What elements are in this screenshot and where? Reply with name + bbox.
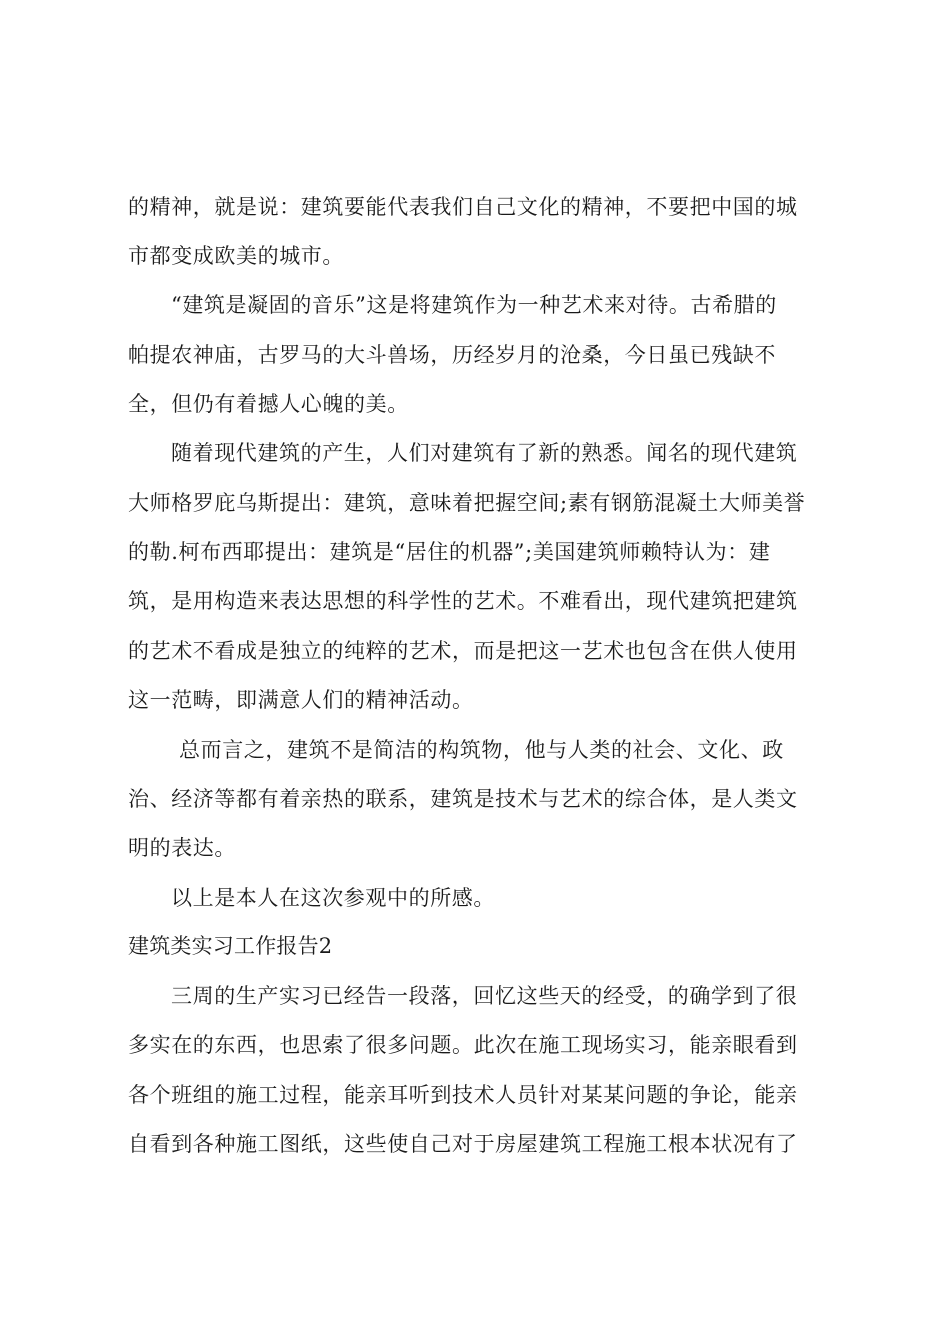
text-line: “建筑是凝固的音乐”这是将建筑作为一种艺术来对待。古希腊的 [171, 293, 777, 317]
text-line: 的勒.柯布西耶提出：建筑是“居住的机器”;美国建筑师赖特认为：建 [128, 540, 771, 564]
text-line: 多实在的东西，也思索了很多问题。此次在施工现场实习，能亲眼看到 [128, 1033, 798, 1057]
text-line: 市都变成欧美的城市。 [128, 244, 344, 268]
text-line: 的艺术不看成是独立的纯粹的艺术，而是把这一艺术也包含在供人使用 [128, 639, 798, 663]
text-line: 筑，是用构造来表达思想的科学性的艺术。不难看出，现代建筑把建筑 [128, 589, 798, 613]
text-line: 这一范畴，即满意人们的精神活动。 [128, 688, 474, 712]
text-line: 大师格罗庇乌斯提出：建筑，意味着把握空间;素有钢筋混凝土大师美誉 [128, 491, 806, 515]
text-line: 以上是本人在这次参观中的所感。 [171, 886, 495, 910]
text-line: 自看到各种施工图纸，这些使自己对于房屋建筑工程施工根本状况有了 [128, 1132, 798, 1156]
text-line: 治、经济等都有着亲热的联系，建筑是技术与艺术的综合体，是人类文 [128, 787, 798, 811]
section-heading: 建筑类实习工作报告2 [128, 934, 333, 958]
text-line: 随着现代建筑的产生，人们对建筑有了新的熟悉。闻名的现代建筑 [171, 441, 798, 465]
text-line: 明的表达。 [128, 836, 236, 860]
text-line: 全，但仍有着撼人心魄的美。 [128, 392, 409, 416]
text-line: 各个班组的施工过程，能亲耳听到技术人员针对某某问题的争论，能亲 [128, 1083, 798, 1107]
text-line: 三周的生产实习已经告一段落，回忆这些天的经受，的确学到了很 [171, 984, 798, 1008]
text-line: 总而言之，建筑不是简洁的构筑物，他与人类的社会、文化、政 [179, 738, 784, 762]
text-line: 帕提农神庙，古罗马的大斗兽场，历经岁月的沧桑，今日虽已残缺不 [128, 343, 776, 367]
text-line: 的精神，就是说：建筑要能代表我们自己文化的精神，不要把中国的城 [128, 195, 798, 219]
